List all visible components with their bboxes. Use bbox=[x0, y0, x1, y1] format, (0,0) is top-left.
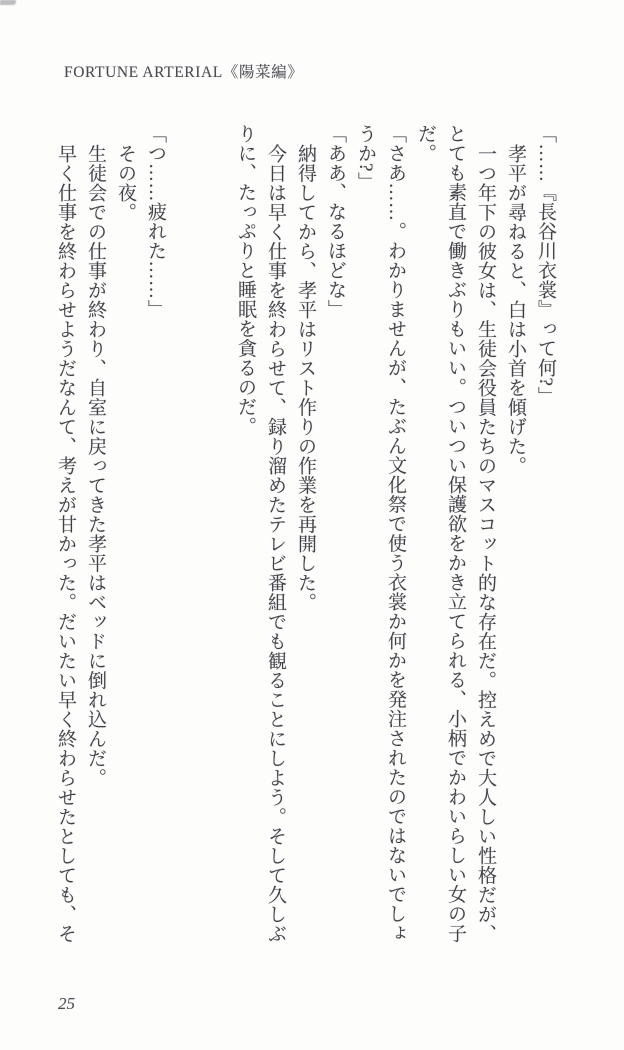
page-number: 25 bbox=[58, 994, 75, 1013]
paragraph-narration: 一つ年下の彼女は、生徒会役員たちのマスコット的な存在だ。控えめで大人しい性格だが、とても素直で働きぶりもいい。ついつい保護欲をかき立てられる、小柄でかわいらしい女の子だ。 bbox=[415, 124, 496, 943]
paragraph-dialogue: 「さあ……。わかりませんが、たぶん文化祭で使う衣裳か何かを発注されたのではないでしょうか?」 bbox=[355, 124, 406, 943]
paragraph-narration: 早く仕事を終わらせようだなんて、考えが甘かった。だいたい早く終わらせたとしても、そ bbox=[55, 143, 76, 943]
paragraph-narration: 生徒会での仕事が終わり、自室に戻ってきた孝平はベッドに倒れ込んだ。 bbox=[85, 143, 106, 787]
paragraph-narration: その夜。 bbox=[115, 143, 136, 222]
running-header: FORTUNE ARTERIAL《陽菜編》 bbox=[64, 64, 304, 81]
novel-text-block bbox=[50, 124, 560, 950]
scan-artifact-mark bbox=[0, 0, 16, 5]
paragraph-narration: 今日は早く仕事を終わらせて、録り溜めたテレビ番組でも観ることにしよう。そして久しぶりに、たっぷりと睡眠を貪るのだ。 bbox=[235, 124, 286, 943]
paragraph-dialogue: 「ああ、なるほどな」 bbox=[325, 124, 346, 319]
paragraph-narration: 納得してから、孝平はリスト作りの作業を再開した。 bbox=[295, 143, 316, 612]
paragraph-dialogue: 「つ……疲れた……」 bbox=[145, 124, 166, 319]
paragraph-narration: 孝平が尋ねると、白は小首を傾げた。 bbox=[505, 143, 526, 475]
paragraph-dialogue: 「……『長谷川衣裳』って何?」 bbox=[535, 124, 556, 406]
